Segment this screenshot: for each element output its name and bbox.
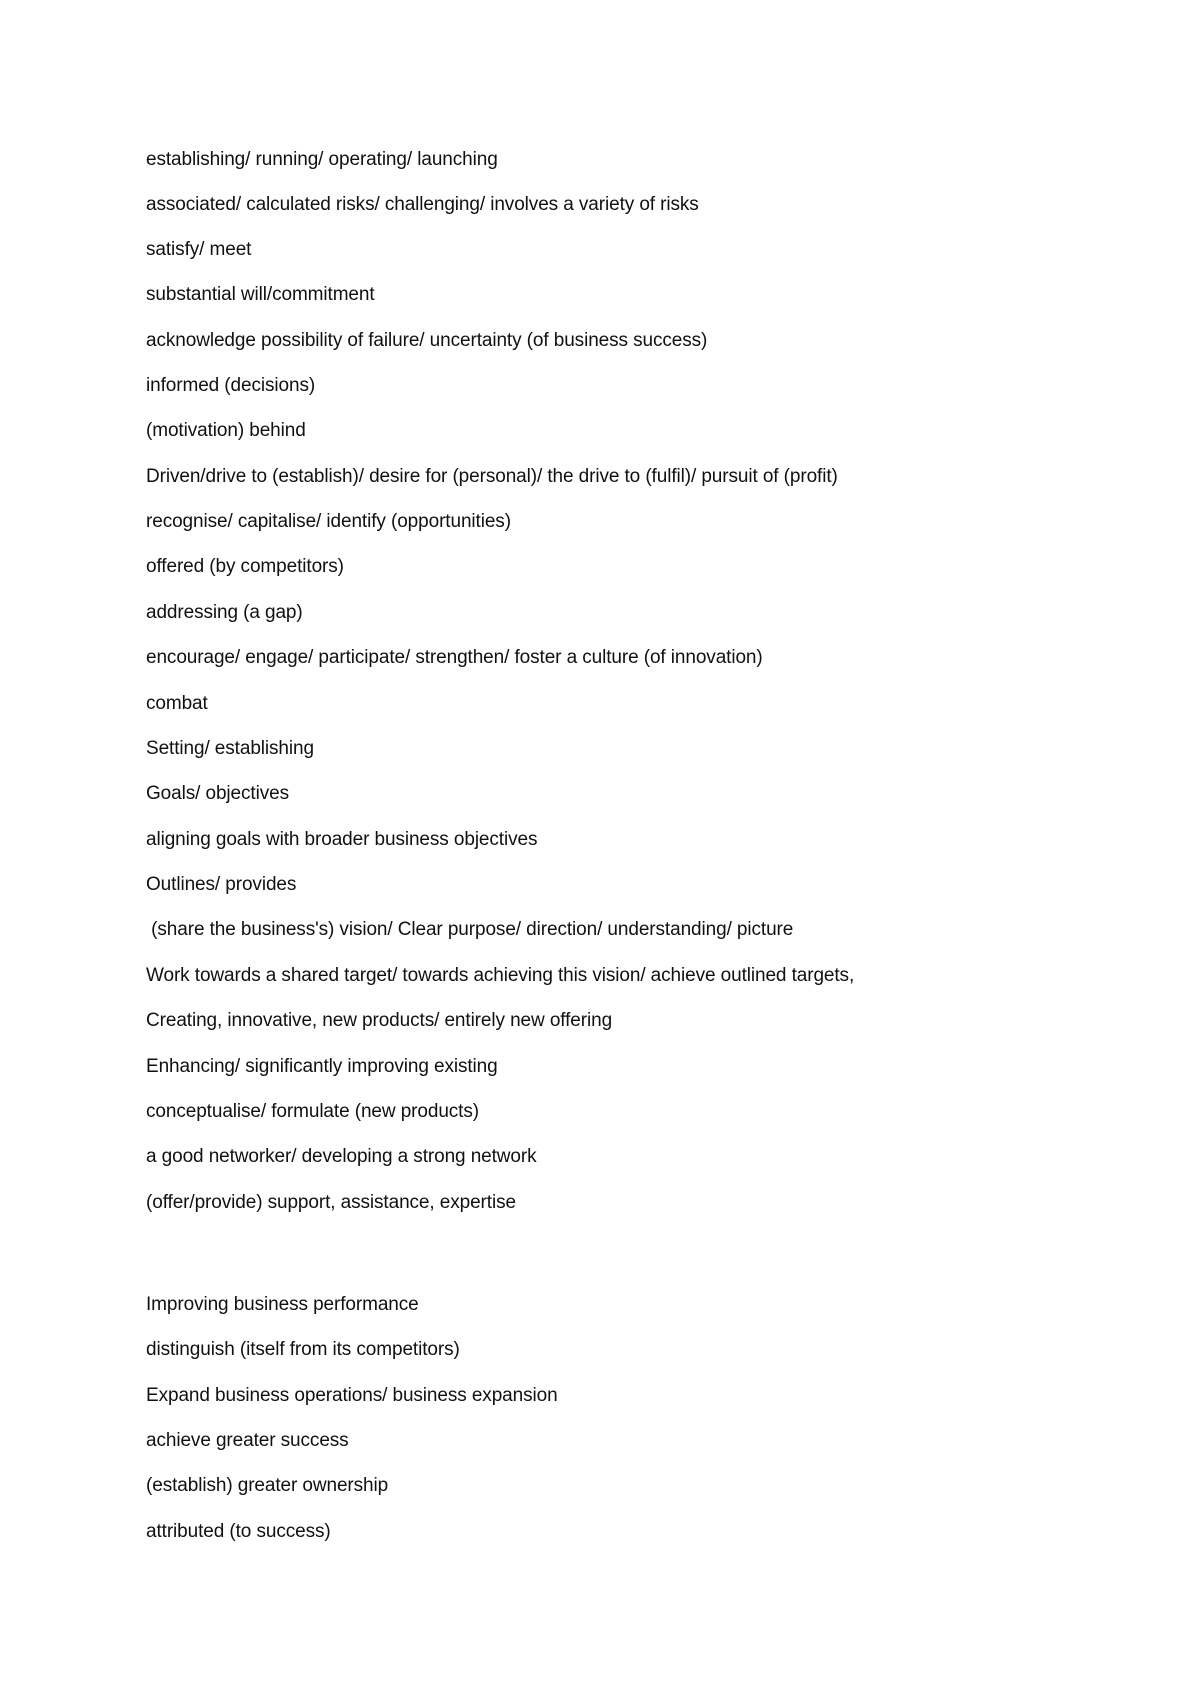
text-line: Improving business performance [146, 1294, 419, 1315]
text-line: associated/ calculated risks/ challenging/ involves a variety of risks [146, 194, 699, 215]
text-line: addressing (a gap) [146, 602, 303, 623]
text-line: (motivation) behind [146, 420, 306, 441]
text-line: acknowledge possibility of failure/ uncertainty (of business success) [146, 330, 708, 351]
text-line: attributed (to success) [146, 1521, 331, 1542]
text-line: distinguish (itself from its competitors) [146, 1339, 460, 1360]
text-line: (offer/provide) support, assistance, expertise [146, 1192, 516, 1213]
text-line: Setting/ establishing [146, 738, 314, 759]
text-line: Outlines/ provides [146, 874, 297, 895]
text-line: (share the business's) vision/ Clear purpose/ direction/ understanding/ picture [146, 919, 794, 940]
text-line: conceptualise/ formulate (new products) [146, 1101, 479, 1122]
text-line: Enhancing/ significantly improving existing [146, 1056, 498, 1077]
text-line: combat [146, 693, 208, 714]
text-line: establishing/ running/ operating/ launching [146, 149, 498, 170]
text-line: satisfy/ meet [146, 239, 252, 260]
text-line: Expand business operations/ business expansion [146, 1385, 558, 1406]
text-line: encourage/ engage/ participate/ strengthen/ foster a culture (of innovation) [146, 647, 763, 668]
text-line: Work towards a shared target/ towards achieving this vision/ achieve outlined targets, [146, 965, 855, 986]
text-line: achieve greater success [146, 1430, 349, 1451]
text-line: Goals/ objectives [146, 783, 289, 804]
text-line: (establish) greater ownership [146, 1475, 389, 1496]
text-line: a good networker/ developing a strong network [146, 1146, 537, 1167]
text-line: substantial will/commitment [146, 284, 375, 305]
text-line: aligning goals with broader business objectives [146, 829, 538, 850]
text-line: Driven/drive to (establish)/ desire for (personal)/ the drive to (fulfil)/ pursuit of (profit) [146, 466, 838, 487]
text-line: offered (by competitors) [146, 556, 344, 577]
text-line: recognise/ capitalise/ identify (opportunities) [146, 511, 511, 532]
text-line: informed (decisions) [146, 375, 316, 396]
text-line: Creating, innovative, new products/ entirely new offering [146, 1010, 613, 1031]
